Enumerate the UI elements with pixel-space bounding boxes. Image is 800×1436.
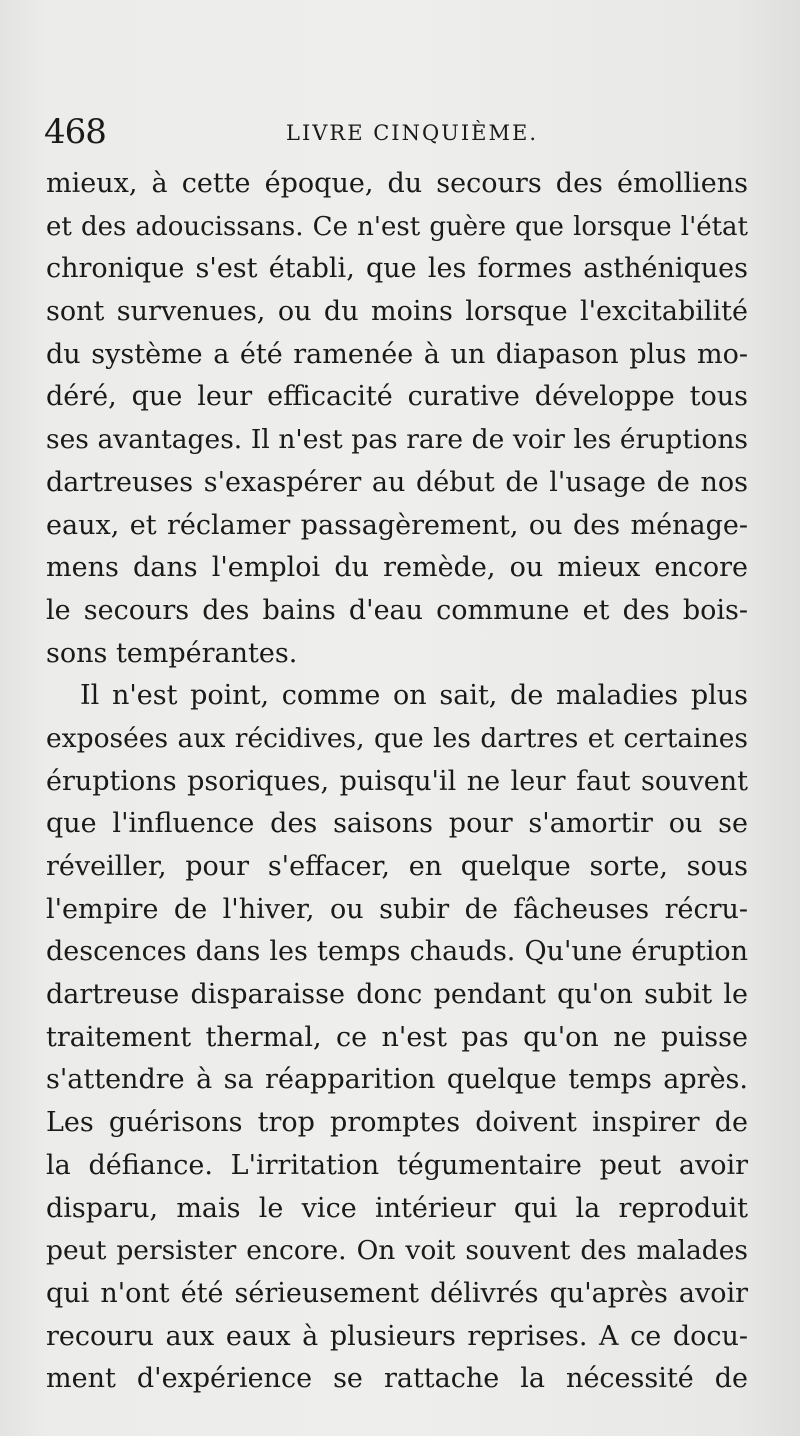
text-line: que l'influence des saisons pour s'amortir ou se [46, 808, 748, 840]
text-line: la défiance. L'irritation tégumentaire peut avoir [46, 1149, 748, 1181]
text-line: éruptions psoriques, puisqu'il ne leur faut souvent [46, 765, 748, 797]
text-line: peut persister encore. On voit souvent des malades [46, 1235, 748, 1267]
text-line: déré, que leur efficacité curative développe tous [46, 381, 748, 413]
text-line: descences dans les temps chauds. Qu'une éruption [46, 936, 748, 968]
text-line: disparu, mais le vice intérieur qui la reproduit [46, 1192, 748, 1224]
text-line: ment d'expérience se rattache la nécessité de [46, 1363, 748, 1395]
text-line: chronique s'est établi, que les formes asthéniques [46, 253, 748, 285]
text-line: et des adoucissans. Ce n'est guère que lorsque l'état [46, 211, 748, 242]
text-line: recouru aux eaux à plusieurs reprises. A ce docu- [46, 1320, 748, 1352]
text-line: du système a été ramenée à un diapason plus mo- [46, 338, 748, 370]
text-line: eaux, et réclamer passagèrement, ou des ménage- [46, 509, 748, 541]
page-number: 468 [44, 112, 106, 152]
text-line: exposées aux récidives, que les dartres et certaines [46, 722, 748, 754]
text-line: mieux, à cette époque, du secours des émolliens [46, 168, 748, 199]
text-line: ses avantages. Il n'est pas rare de voir les éruptions [46, 424, 748, 456]
text-line: mens dans l'emploi du remède, ou mieux encore [46, 552, 748, 584]
text-line: traitement thermal, ce n'est pas qu'on ne puisse [46, 1021, 748, 1053]
text-line: sont survenues, ou du moins lorsque l'excitabilité [46, 296, 748, 328]
text-line: l'empire de l'hiver, ou subir de fâcheuses récru- [46, 893, 748, 925]
paragraph-end-line: sons tempérantes. [46, 637, 298, 669]
body-text [46, 163, 748, 1401]
text-line: qui n'ont été sérieusement délivrés qu'après avoir [46, 1277, 748, 1309]
text-line: s'attendre à sa réapparition quelque temps après. [46, 1064, 748, 1096]
running-title: LIVRE CINQUIÈME. [286, 121, 539, 145]
text-line: dartreuses s'exaspérer au début de l'usage de nos [46, 466, 748, 498]
running-head [44, 112, 764, 152]
paragraph-start-line: Il n'est point, comme on sait, de maladies plus [80, 680, 748, 712]
text-line: le secours des bains d'eau commune et des bois- [46, 594, 748, 626]
text-line: dartreuse disparaisse donc pendant qu'on subit le [46, 979, 748, 1011]
text-line: Les guérisons trop promptes doivent inspirer de [46, 1107, 748, 1139]
text-line: réveiller, pour s'effacer, en quelque sorte, sous [46, 851, 748, 882]
